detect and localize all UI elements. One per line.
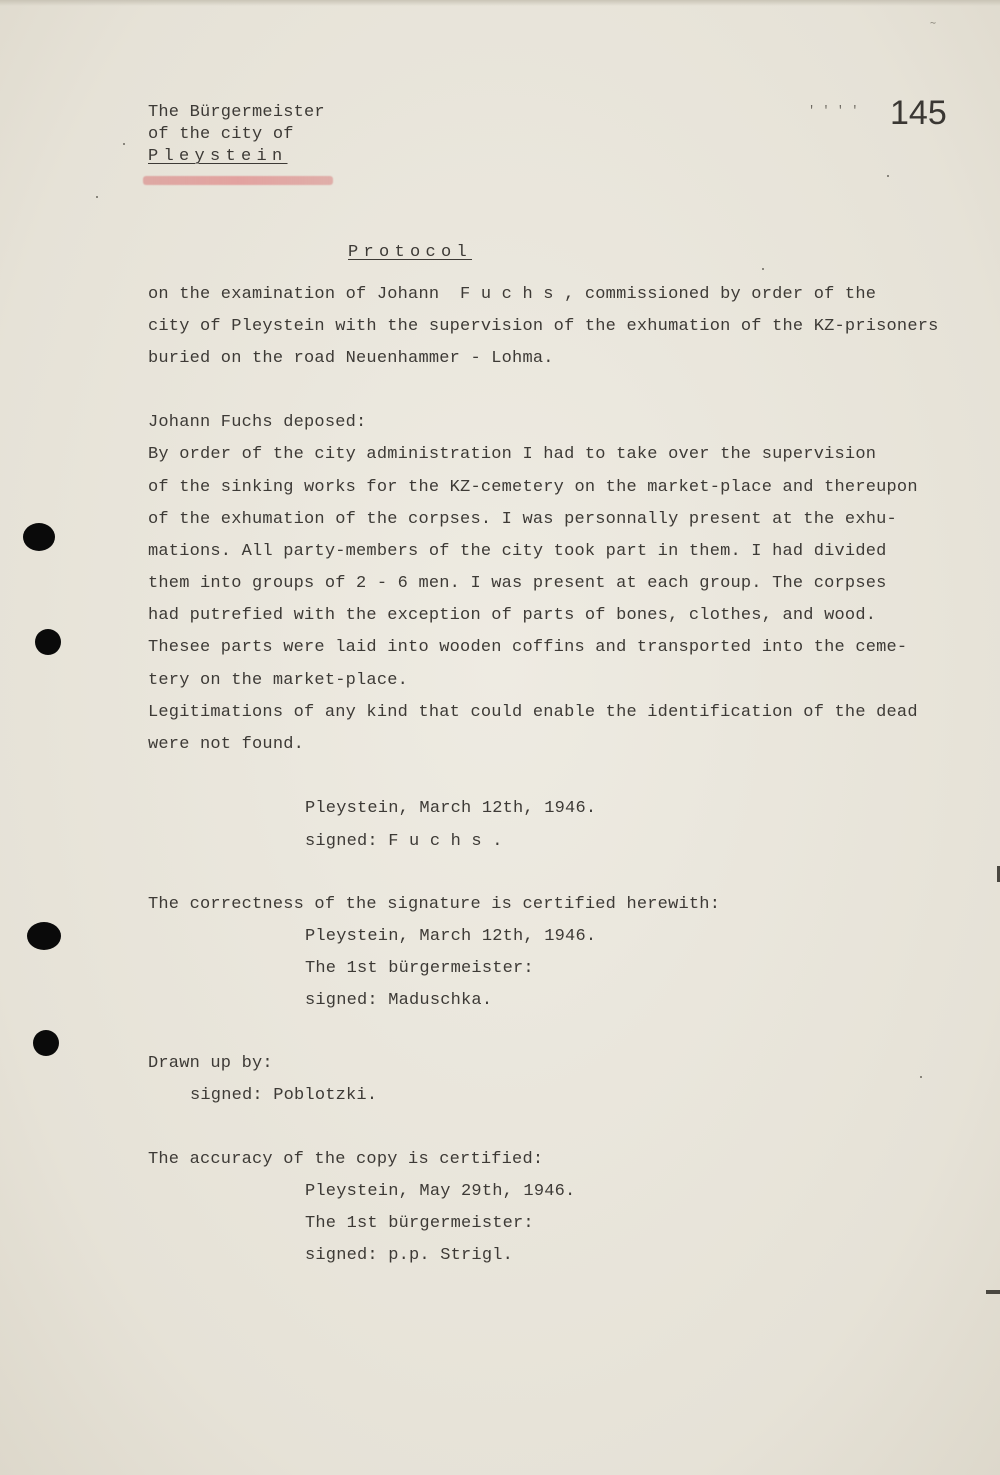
testimony-line-8: tery on the market-place. (148, 671, 409, 690)
copy-certification-heading: The accuracy of the copy is certified: (148, 1150, 544, 1169)
copy-certification-signed: signed: p.p. Strigl. (305, 1246, 514, 1265)
intro-line-2: city of Pleystein with the supervision of the exhumation of the KZ-prisoners (148, 317, 939, 336)
certification-heading: The correctness of the signature is certified herewith: (148, 895, 721, 914)
corner-pencil-mark: ∼ (930, 19, 937, 30)
speck (887, 175, 889, 177)
testimony-line-6: had putrefied with the exception of parts of bones, clothes, and wood. (148, 606, 877, 625)
signature-place-date: Pleystein, March 12th, 1946. (305, 799, 597, 818)
document-title: Protocol (348, 243, 473, 262)
certification-signed: signed: Maduschka. (305, 991, 493, 1010)
certification-title: The 1st bürgermeister: (305, 959, 534, 978)
copy-certification-place-date: Pleystein, May 29th, 1946. (305, 1182, 576, 1201)
drawn-up-signed: signed: Poblotzki. (190, 1086, 378, 1105)
letterhead-city: Pleystein (148, 147, 288, 166)
punch-hole-2 (35, 629, 61, 655)
signature-fuchs: signed: F u c h s . (305, 832, 503, 851)
testimony-line-7: Thesee parts were laid into wooden coffins and transported into the ceme- (148, 638, 908, 657)
page-number: 145 (890, 94, 947, 132)
punch-hole-1 (23, 523, 55, 551)
testimony-line-5: them into groups of 2 - 6 men. I was present at each group. The corpses (148, 574, 887, 593)
speck (96, 196, 98, 198)
testimony-line-4: mations. All party-members of the city took part in them. I had divided (148, 542, 887, 561)
speck (762, 268, 764, 270)
drawn-up-heading: Drawn up by: (148, 1054, 273, 1073)
letterhead-line-2: of the city of (148, 125, 294, 144)
testimony-line-3: of the exhumation of the corpses. I was personnally present at the exhu- (148, 510, 897, 529)
intro-line-1: on the examination of Johann F u c h s , commissioned by order of the (148, 285, 877, 304)
archive-tick-marks: ′ ′ ′ ′ (808, 104, 859, 118)
punch-hole-4 (33, 1030, 59, 1056)
testimony-line-9: Legitimations of any kind that could enable the identification of the dead (148, 703, 918, 722)
testimony-line-10: were not found. (148, 735, 305, 754)
speck (123, 143, 125, 145)
intro-line-3: buried on the road Neuenhammer - Lohma. (148, 349, 554, 368)
red-pencil-mark (143, 176, 333, 185)
copy-certification-title: The 1st bürgermeister: (305, 1214, 534, 1233)
speck (920, 1076, 922, 1078)
testimony-line-1: By order of the city administration I had to take over the supervision (148, 445, 877, 464)
certification-place-date: Pleystein, March 12th, 1946. (305, 927, 597, 946)
testimony-line-2: of the sinking works for the KZ-cemetery on the market-place and thereupon (148, 478, 918, 497)
letterhead-line-1: The Bürgermeister (148, 103, 325, 122)
edge-mark (986, 1290, 1000, 1294)
deposed-heading: Johann Fuchs deposed: (148, 413, 367, 432)
punch-hole-3 (27, 922, 61, 950)
